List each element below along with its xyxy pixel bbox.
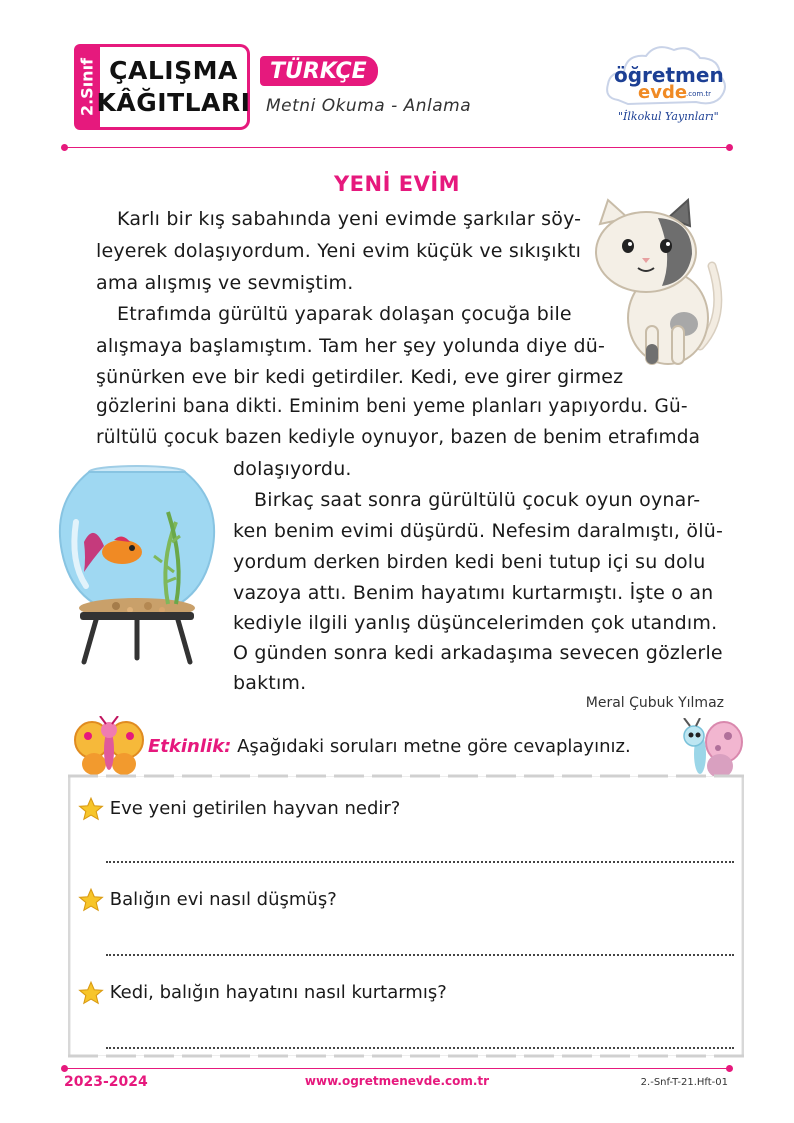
story-title: YENİ EVİM — [333, 172, 461, 196]
star-icon — [78, 980, 104, 1006]
story-line: rültülü çocuk bazen kediyle oynuyor, bazen de benim etrafımda — [96, 427, 701, 448]
star-icon — [78, 887, 104, 913]
divider-dot-left — [61, 144, 68, 151]
story-line: ken benim evimi düşürdü. Nefesim daralmıştı, ölü- — [233, 520, 723, 542]
logo-domain: .com.tr — [686, 90, 712, 98]
answer-line-3[interactable] — [106, 1046, 734, 1049]
butterfly-icon — [672, 718, 744, 780]
story-line: alışmaya başlamıştım. Tam her şey yolunda diye dü- — [96, 335, 606, 357]
story-line: ama alışmış ve sevmiştim. — [96, 272, 354, 294]
story-line: şünürken eve bir kedi getirdiler. Kedi, eve girer girmez — [96, 366, 624, 388]
question-text: Eve yeni getirilen hayvan nedir? — [109, 798, 401, 819]
question-text: Balığın evi nasıl düşmüş? — [109, 889, 337, 910]
question-2 — [78, 887, 337, 913]
answer-line-1[interactable] — [106, 860, 734, 863]
butterfly-icon — [74, 716, 144, 778]
story-line: gözlerini bana dikti. Eminim beni yeme planları yapıyordu. Gü- — [96, 396, 688, 417]
fishbowl-icon — [56, 462, 218, 670]
title-line-1: ÇALIŞMA — [109, 56, 238, 85]
logo-word-2: evde — [638, 82, 688, 103]
star-icon — [78, 796, 104, 822]
header-divider — [64, 147, 729, 148]
activity-label: Etkinlik: — [148, 736, 232, 757]
story-line: Karlı bir kış sabahında yeni evimde şarkılar söy- — [117, 208, 582, 230]
publisher-logo — [600, 40, 730, 130]
footer-url[interactable]: www.ogretmenevde.com.tr — [304, 1074, 490, 1088]
logo-word-1: öğretmen — [614, 63, 724, 87]
story-line: Birkaç saat sonra gürültülü çocuk oyun oynar- — [254, 489, 701, 511]
footer-code: 2.-Snf-T-21.Hft-01 — [640, 1077, 728, 1088]
story-line: Etrafımda gürültü yaparak dolaşan çocuğa bile — [117, 303, 572, 325]
footer-dot-left — [61, 1065, 68, 1072]
question-text: Kedi, balığın hayatını nasıl kurtarmış? — [109, 982, 447, 1003]
worksheet-title — [96, 44, 251, 130]
butterfly-right-illustration — [672, 718, 744, 780]
butterfly-left-illustration — [74, 716, 144, 778]
panel-bottom-edge — [68, 1054, 744, 1058]
story-line: baktım. — [233, 672, 307, 694]
subject-badge: TÜRKÇE — [260, 56, 378, 86]
footer-year: 2023-2024 — [64, 1074, 148, 1090]
logo-tagline: "İlkokul Yayınları" — [618, 110, 719, 123]
worksheet-subtitle: Metni Okuma - Anlama — [266, 96, 472, 116]
activity-heading — [148, 736, 631, 757]
activity-instruction: Aşağıdaki soruları metne göre cevaplayınız. — [237, 736, 631, 757]
story-line: O günden sonra kedi arkadaşıma sevecen gözlerle — [233, 642, 723, 664]
divider-dot-right — [726, 144, 733, 151]
title-line-2: KÂĞITLARI — [96, 88, 251, 117]
story-author: Meral Çubuk Yılmaz — [585, 695, 724, 711]
story-line: leyerek dolaşıyordum. Yeni evim küçük ve sıkışıktı — [96, 240, 582, 262]
cat-illustration — [588, 196, 730, 371]
story-line: kediyle ilgili yanlış düşüncelerimden çok utandım. — [233, 612, 718, 634]
question-1 — [78, 796, 400, 822]
story-line: vazoya attı. Benim hayatımı kurtarmıştı. İşte o an — [233, 582, 714, 604]
story-line: dolaşıyordu. — [233, 458, 352, 480]
footer-dot-right — [726, 1065, 733, 1072]
fishbowl-illustration — [56, 462, 218, 670]
story-line: yordum derken birden kedi beni tutup içi su dolu — [233, 551, 706, 573]
answer-line-2[interactable] — [106, 953, 734, 956]
cat-icon — [588, 196, 730, 371]
grade-label: 2.Sınıf — [77, 57, 97, 117]
panel-top-edge — [68, 774, 744, 778]
cloud-logo-icon — [600, 40, 730, 130]
question-3 — [78, 980, 447, 1006]
footer-divider — [64, 1068, 729, 1069]
